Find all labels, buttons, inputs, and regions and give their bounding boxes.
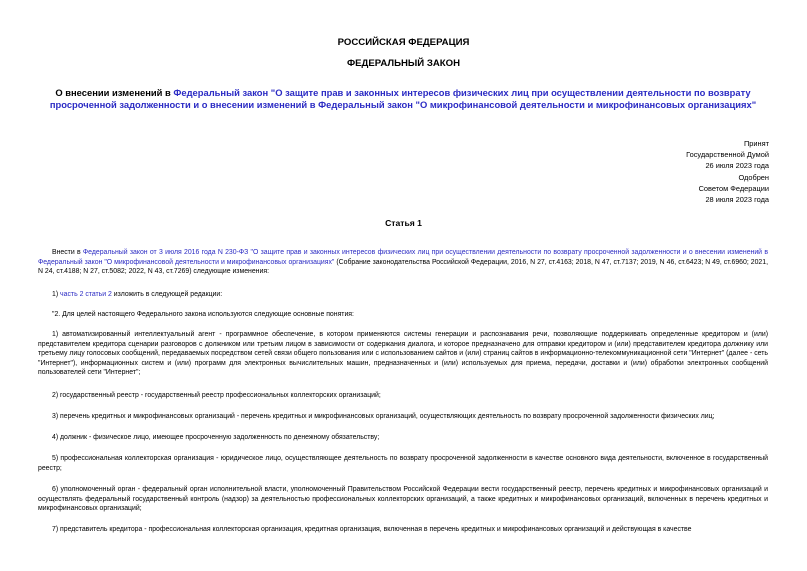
approved-by: Советом Федерации <box>698 183 769 193</box>
item-1-suffix: изложить в следующей редакции: <box>111 291 223 298</box>
definition-2: 2) государственный реестр - государственный реестр профессиональных коллекторских организаций; <box>52 392 381 399</box>
definitions-intro: "2. Для целей настоящего Федерального закона используются следующие основные понятия: <box>52 311 354 318</box>
article-intro <box>38 248 768 277</box>
intro-prefix: Внести в <box>52 249 83 256</box>
item-1-prefix: 1) <box>52 291 61 298</box>
definition-3: 3) перечень кредитных и микрофинансовых организаций - перечень кредитных и микрофинансовых организаций, осуществляющих деятельность по возврату просроченной задолженности физических лиц; <box>52 413 715 420</box>
intro-suffix: (Собрание законодательства Российской Федерации, 2016, N 27, ст.4163; 2018, N 47, ст.7137; 2019, N 46, ст.6423; N 49, ст.6960; 2021, N 24, ст.4188; N 27, ст.5082; 2022, N 43, ст.7269) следующие изменения: <box>38 258 768 276</box>
definition-6: 6) уполномоченный орган - федеральный орган исполнительной власти, уполномоченный Правительством Российской Федерации вести государственный реестр, перечень кредитных и микрофинансовых организаций и осуществлять федеральный государственный контроль (надзор) за деятельностью профессиональных коллекторских организаций, а также кредитных и микрофинансовых организаций, включенных в перечень кредитных и микрофинансовых организаций; <box>38 486 768 513</box>
adopted-by: Государственной Думой <box>686 150 769 160</box>
country-heading: РОССИЙСКАЯ ФЕДЕРАЦИЯ <box>337 37 470 48</box>
item-1 <box>38 290 768 300</box>
definition-7: 7) представитель кредитора - профессиональная коллекторская организация, кредитная организация, включенная в перечень кредитных и микрофинансовых организаций и действующая в качестве <box>52 526 692 533</box>
item-1-link[interactable]: часть 2 статьи 2 <box>60 291 112 298</box>
approved-date: 28 июля 2023 года <box>705 195 769 205</box>
approved-label: Одобрен <box>738 172 769 182</box>
law-title-prefix: О внесении изменений в <box>55 87 174 98</box>
adopted-date: 26 июля 2023 года <box>705 161 769 171</box>
intro-link[interactable]: Федеральный закон от 3 июля 2016 года N 230-ФЗ "О защите прав и законных интересов физических лиц при осуществлении деятельности по возврату просроченной задолженности и о внесении изменений в Федеральный закон "О микрофинансовой деятельности и микрофинансовых организациях" <box>38 249 768 266</box>
definition-1: 1) автоматизированный интеллектуальный агент - программное обеспечение, в котором применяются системы генерации и распознавания речи, позволяющие поддерживать определенные кредитором и (или) представителем кредитора сценарии разговоров с должником или третьим лицом в зависимости от содержания диалога, и которое предназначено для отправки кредитором и (или) представителем кредитора должнику или третьему лицу голосовых сообщений, передаваемых посредством сетей связи общего пользования или с использованием сайтов и (или) страниц сайтов в информационно-телекоммуникационной сети "Интернет" (далее - сеть "Интернет"), информационных систем и (или) программ для электронных вычислительных машин, предназначенных и (или) используемых для приема, передачи, доставки и (или) обработки электронных сообщений пользователей сети "Интернет"; <box>38 331 768 377</box>
law-title-link[interactable]: Федеральный закон "О защите прав и законных интересов физических лиц при осуществлении деятельности по возврату просроченной задолженности и о внесении изменений в Федеральный закон "О микрофинансовой деятельности и микрофинансовых организациях" <box>49 87 757 110</box>
adopted-label: Принят <box>743 139 769 148</box>
article-heading: Статья 1 <box>385 218 422 228</box>
definition-4: 4) должник - физическое лицо, имеющее просроченную задолженность по денежному обязательству; <box>52 434 380 441</box>
law-title <box>34 87 772 111</box>
definition-5: 5) профессиональная коллекторская организация - юридическое лицо, осуществляющее деятельность по возврату просроченной задолженности в качестве основного вида деятельности, включенное в государственный реестр; <box>38 455 768 472</box>
adoption-block <box>686 138 769 205</box>
doc-type-heading: ФЕДЕРАЛЬНЫЙ ЗАКОН <box>346 58 461 69</box>
